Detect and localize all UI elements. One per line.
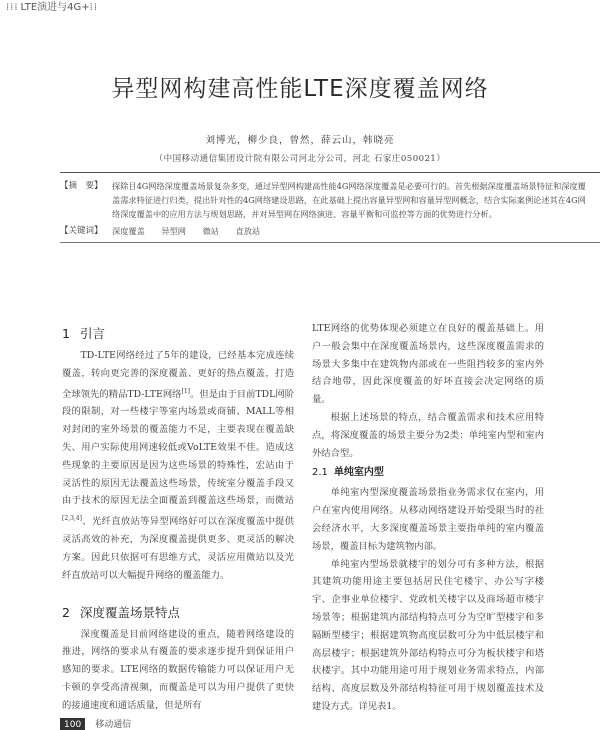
journal-section-title: LTE演进与4G+ bbox=[20, 2, 90, 13]
paper-affiliation: （中国移动通信集团设计院有限公司河北分公司，河北 石家庄050021） bbox=[154, 154, 446, 164]
indoor-definition-paragraph: 单纯室内型深度覆盖场景指业务需求仅在室内，用户在室内使用网络。从移动网络建设开始受限当时的社会经济水平，大多深度覆盖场景主要指单纯的室内覆盖场景，覆盖目标为建筑物内部。 bbox=[312, 487, 544, 552]
paper-authors: 刘博光，柳少良，曾然，薛云山，韩晓亮 bbox=[205, 135, 395, 146]
page-footer bbox=[60, 718, 260, 730]
header-bars-icon: ⁞⁞⁞ bbox=[6, 2, 19, 13]
citation: [1] bbox=[181, 387, 191, 395]
footer-journal-name: 移动通信 bbox=[95, 720, 132, 730]
subsection-2-1-heading: 2.1 单纯室内型 bbox=[312, 467, 384, 479]
section-1-heading: 1 引言 bbox=[62, 326, 105, 341]
page-number: 100 bbox=[60, 718, 85, 730]
section-2-heading: 2 深度覆盖场景特点 bbox=[62, 604, 180, 620]
keyword: 深度覆盖 bbox=[112, 226, 145, 236]
abstract-box bbox=[60, 172, 600, 243]
section-2-paragraph: 深度覆盖是目前网络建设的重点，随着网络建设的推进，网络的要求从有覆盖的要求逐步提升到保证用户感知的要求。LTE网络的数据传输能力可以保证用户无卡顿的享受高清视频，而覆盖是可以为用户提供了更快的接通速度和通话质量，但是所有 bbox=[62, 628, 294, 711]
abstract-label: 【摘 要】 bbox=[60, 181, 103, 191]
header-bars-end-icon: ⁞⁞ bbox=[89, 2, 99, 13]
journal-header bbox=[0, 0, 600, 16]
left-column bbox=[62, 320, 294, 715]
scene-classification-paragraph: 根据上述场景的特点，结合覆盖需求和技术应用特点，将深度覆盖的场景主要分为2类：单纯室内型和室内外结合型。 bbox=[312, 411, 544, 459]
citation: [2,3,4] bbox=[62, 515, 82, 523]
keyword: 微站 bbox=[202, 226, 219, 236]
paper-title: 异型网构建高性能LTE深度覆盖网络 bbox=[111, 76, 489, 102]
abstract-text: 探除目4G网络深度覆盖场景复杂多变，通过异型网构建高性能4G网络深度覆盖是必要可行的。首先根据深度覆盖场景特征和深度覆盖需求特征进行归类，提出针对性的4G网络建设思路，在此基础上提出容量异型网和容量异型网概念，结合实际案例论述其在4G网络深度覆盖中的应用方法与规划思路，并对异型网在网络演进、容量平衡和可监控等方面的优势进行分析。 bbox=[112, 181, 586, 219]
keywords-label: 【关键词】 bbox=[60, 226, 103, 236]
section-1-paragraph: TD-LTE网络经过了5年的建设，已经基本完成连续覆盖，转向更完善的深度覆盖、更好的热点覆盖，打造全球领先的精品TD-LTE网络[1]。但是由于目前TDL网阶段的限制，对一些楼宇等室内场景或商铺、MALL等相对封闭的室外场景的覆盖能力不足，主要表现在覆盖缺失、用户实际使用网速较低或VoLTE效果不佳。造成这些现象的主要原因是因为这些场景的特殊性，宏站由于灵活性的原因无法覆盖这些场景，传统室分覆盖手段又由于技术的原因无法全面覆盖到覆盖这些场景，而微站[2,3,4]、光纤直放站等异型网络好可以在深度覆盖中提供灵活高效的补充，为深度覆盖提供更多、更灵活的解决方案。因此只依据可有思维方式，灵活应用微站以及光纤直放站可以大幅提升网络的覆盖能力。 bbox=[62, 350, 294, 581]
keywords-list bbox=[112, 224, 600, 238]
continued-paragraph: LTE网络的优势体现必须建立在良好的覆盖基础上。用户一般会集中在深度覆盖场景内，这些深度覆盖需求的场景大多集中在建筑物内部或在一些阻挡较多的室内外结合地带，因此深度覆盖的好坏直接会决定网络的质量。 bbox=[312, 323, 544, 406]
keyword: 直放站 bbox=[235, 226, 261, 236]
keyword: 异型网 bbox=[161, 226, 186, 236]
right-column bbox=[312, 320, 544, 716]
building-classification-paragraph: 单纯室内型场景就楼宇的划分可有多种方法，根据其建筑功能用途主要包括居民住宅楼宇、办公写字楼宇、企事业单位楼宇、党政机关楼宇以及商场超市楼宇场景等；根据建筑内部结构特点可分为空旷型楼宇和多隔断型楼宇；根据建筑物高度层数可分为中低层楼宇和高层楼宇；根据建筑外部结构特点可分为板状楼宇和塔状楼宇。其中功能用途可用于规划业务需求特点，内部结构、高度层数及外部结构特征可用于规划覆盖技术及建设方式。详见表1。 bbox=[312, 558, 544, 712]
